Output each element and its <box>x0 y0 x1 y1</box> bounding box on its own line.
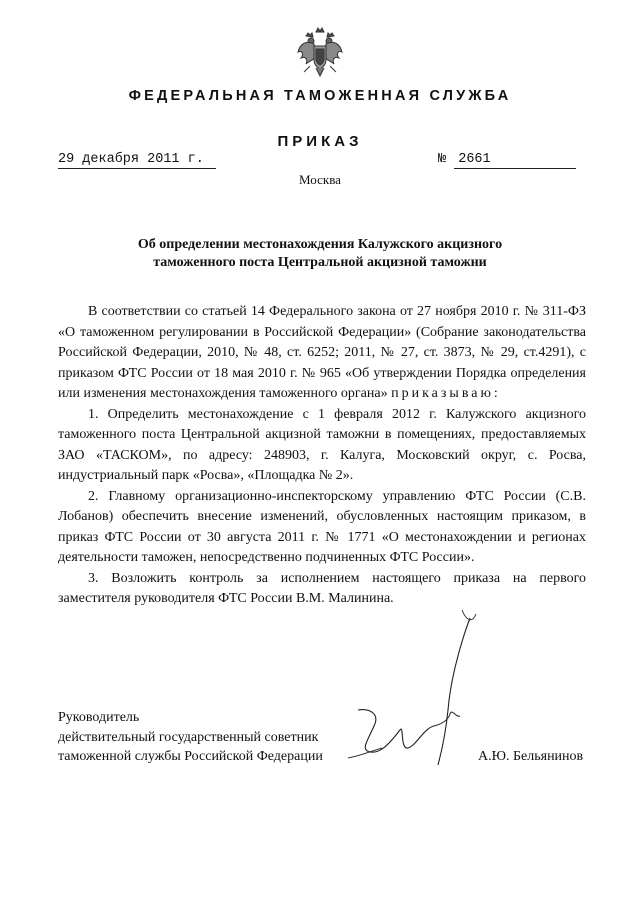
order-number: 2661 <box>454 152 576 169</box>
document-type: ПРИКАЗ <box>277 133 363 150</box>
coat-of-arms-icon <box>296 26 344 80</box>
order-item-1: 1. Определить местонахождение с 1 февраля 2012 г. Калужского акцизного таможенного поста Центральной акцизной таможни в помещениях, предоставляемых ЗАО «ТАСКОМ», по адресу: 248903, г. Калуга, Московский округ, с. Росва, индустриальный парк «Росва», «Площадка № 2». <box>58 406 586 483</box>
order-item-2: 2. Главному организационно-инспекторскому управлению ФТС России (С.В. Лобанов) обеспечить внесение изменений, обусловленных настоящим приказом, в приказ ФТС России от 30 августа 2011 г. № 1771 «О местонахождении и регионах деятельности таможен, непосредственно подчиненных ФТС России». <box>58 488 586 565</box>
signatory-role <box>58 708 323 767</box>
subject-line-2: таможенного поста Центральной акцизной таможни <box>153 255 487 270</box>
order-body <box>58 302 586 610</box>
signatory-role-line-2: действительный государственный советник <box>58 729 319 745</box>
handwritten-signature <box>330 590 540 785</box>
signatory-name: А.Ю. Бельянинов <box>478 749 584 764</box>
order-subject <box>95 236 545 272</box>
order-date: 29 декабря 2011 г. <box>58 152 216 169</box>
city: Москва <box>299 172 341 187</box>
signatory-role-line-1: Руководитель <box>58 710 140 725</box>
number-sign: № <box>438 152 447 167</box>
preamble-paragraph <box>58 302 586 405</box>
order-number-block <box>438 152 576 169</box>
preamble-text: В соответствии со статьей 14 Федерального закона от 27 ноября 2010 г. № 311-ФЗ «О таможенном регулировании в Российской Федерации» (Собрание законодательства Российской Федерации, 2010, № 48, ст. 6252; 2011, № 27, ст. 3873, № 29, ст.4291), с приказом ФТС России от 18 мая 2010 г. № 965 «Об утверждении Порядка определения или изменения местонахождения таможенного органа» <box>58 304 586 401</box>
order-item-3: 3. Возложить контроль за исполнением настоящего приказа на первого заместителя руководителя ФТС России В.М. Малинина. <box>58 570 586 606</box>
subject-line-1: Об определении местонахождения Калужского акцизного <box>137 237 503 252</box>
signatory-role-line-3: таможенной службы Российской Федерации <box>58 749 323 764</box>
agency-title: ФЕДЕРАЛЬНАЯ ТАМОЖЕННАЯ СЛУЖБА <box>128 88 512 104</box>
order-word: приказываю: <box>391 386 501 401</box>
